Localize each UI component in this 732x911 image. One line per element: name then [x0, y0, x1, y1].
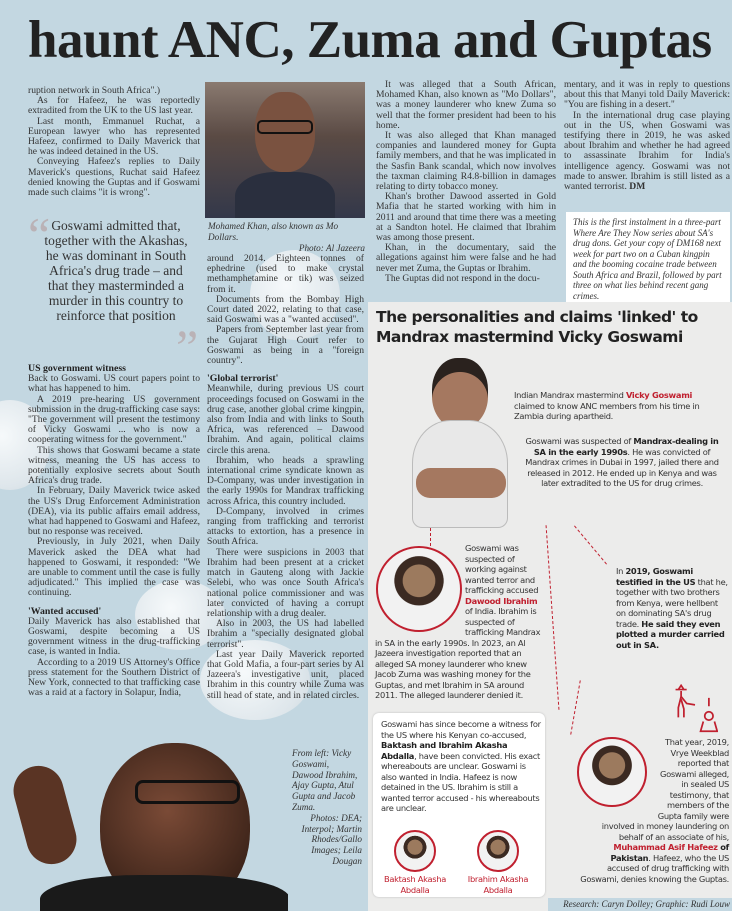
murder-illustration-icon — [672, 684, 718, 734]
text: . Hafeez, who the US accused of drug trafficking with Goswami, denies knowing the Guptas. — [580, 852, 729, 884]
text: claimed to know ANC members from his time in Zambia during apartheid. — [514, 400, 700, 421]
text: Goswami was suspected of — [525, 436, 634, 446]
text-wrap-spacer — [577, 737, 651, 813]
paragraph: The Guptas did not respond in the docu- — [385, 272, 540, 284]
paragraph: Papers from September last year from the Gujarat High Court refer to Goswami as being in a "foreign country". — [207, 324, 364, 367]
close-quote-icon: ” — [176, 319, 199, 375]
vicky-goswami-name: Vicky Goswami — [625, 390, 693, 400]
photo-credit: Photo: Al Jazeera — [298, 242, 365, 253]
paragraph: Khan, in the documentary, said the allegations against him were false and he had never met Zuma, the Guptas or Ibrahim. — [376, 242, 556, 274]
column-1-top — [28, 86, 200, 198]
akasha-witness-text — [381, 719, 541, 814]
bold-text: He said they even plotted a murder carried out in SA. — [616, 618, 725, 650]
pull-quote: Goswami admitted that, together with the Akashas, he was dominant in South Africa's drug trade – and that they masterminded a murder in this country to reinforce that position — [44, 218, 188, 323]
paragraph: Also in 2003, the US had labelled Ibrahim a "specially designated global terrorist". — [207, 618, 364, 650]
mohamed-khan-photo — [205, 82, 365, 218]
caption-text: From left: Vicky Goswami, Dawood Ibrahim, Ajay Gupta, Atul Gupta and Jacob Zuma. — [292, 748, 358, 812]
text: , have been convicted. His exact whereabouts are unclear. Goswami is also wanted in India. Hafeez is now detained in the US. Ibrahim is still a wanted terror accused - his whereabouts are unclear. — [381, 750, 540, 813]
series-note-box: This is the first instalment in a three-part Where Are They Now series about SA's drug dons. Get your copy of DM168 next week for part two on a Cuban kingpin and the booming cocaine trade between South Africa and Brazil, followed by part three on what lies behind recent gang crimes. — [566, 212, 730, 306]
paragraph: around 2014. Eighteen tonnes of ephedrine (used to make crystal methamphetamine or tik) was seized from it. — [207, 253, 364, 295]
text: Goswami was suspected of working against wanted terror and trafficking accused — [465, 543, 539, 595]
dawood-ibrahim-text — [375, 543, 545, 701]
column-3 — [376, 80, 556, 284]
text: In — [616, 566, 626, 576]
subheading: US government witness — [28, 363, 126, 374]
paragraph: Khan's brother Dawood asserted in Gold Mafia that he started working with him in 2011 and around that time there was a meeting at a Sandton hotel. He claimed that Ibrahim was among those present. — [376, 191, 556, 244]
paragraph-text: In the international drug case playing out in the US, when Goswami was testifying there in 2019, he was asked about Ibrahim and whether he had agreed to assassinate Ibrahim for India's intelligence agency. Goswami was not made to answer. Ibrahim is still listed as a wanted terrorist. — [564, 109, 730, 193]
baktash-akasha-photo — [394, 830, 436, 872]
paragraph: Daily Maverick has also established that Goswami, despite becoming a US government witness in the drug-trafficking case, is wanted in India. — [28, 615, 200, 658]
paragraph: D-Company, involved in crimes ranging from trafficking and terrorist attacks to extortion, has a presence in South Africa. — [207, 505, 364, 548]
ibrahim-akasha-label: Ibrahim Akasha Abdalla — [467, 874, 529, 895]
hafeez-name: Muhammad Asif Hafeez — [613, 842, 718, 852]
photo-credit: Photos: DEA; Interpol; Martin Rhodes/Gallo Images; Leila Dougan — [301, 812, 362, 866]
column-1-bottom — [28, 364, 200, 699]
dawood-ibrahim-name: Dawood Ibrahim — [465, 595, 538, 606]
paragraph: There were suspicions in 2003 that Ibrahim had been present at a cricket match in Gauteng along with Jackie Selebi, who was once South Africa's national police commissioner and was later convicted of having a corrupt relationship with a drug dealer. — [207, 546, 364, 619]
text-wrap-spacer — [375, 543, 465, 631]
paragraph: Ibrahim, who heads a sprawling international crime syndicate known as D-Company, was under investigation in the early 1990s for Mandrax trafficking across Africa, this country included. — [207, 454, 364, 507]
column-4 — [564, 80, 730, 192]
paragraph: ruption network in South Africa".) — [28, 85, 161, 96]
text: that he, together with two brothers from Kenya, were hellbent on dominating SA's drug trade. — [616, 576, 728, 629]
testimony-text — [616, 566, 729, 650]
subheading: 'Global terrorist' — [207, 373, 279, 385]
paragraph: mentary, and it was in reply to questions about this that Manyi told Daily Maverick: "You are fishing in a desert." — [564, 79, 730, 111]
column-2 — [207, 254, 364, 701]
bold-text: Mandrax-dealing in SA in the early 1990s — [533, 436, 719, 457]
baktash-akasha-label: Baktash Akasha Abdalla — [383, 874, 447, 895]
vicky-goswami-photo — [410, 358, 510, 528]
paragraph: According to a 2019 US Attorney's Office press statement for the Southern District of New York, connected to that trafficking case was a raid at a factory in Solapur, India, — [28, 656, 200, 699]
paragraph — [564, 111, 730, 193]
open-quote-icon: “ — [28, 207, 51, 263]
text: of India. Ibrahim is suspected of trafficking Mandrax in SA in the early 1990s. In 2023, an Al Jazeera investigation reported that an alleged SA money launderer who knew Jacob Zuma was washing money for the Guptas, and met Ibrahim in SA around 2011. The alleged launderer denied it. — [375, 606, 541, 700]
ibrahim-akasha-photo — [477, 830, 519, 872]
paragraph: Previously, in July 2021, when Daily Maverick asked the DEA what had happened to Goswami, it responded: "We are unable to comment until the case is fully adjudicated." This implied the case was continuing. — [28, 536, 200, 599]
zuma-photo-caption — [292, 748, 362, 867]
headline: haunt ANC, Zuma and Guptas — [28, 11, 712, 69]
paragraph: Back to Goswami. US court papers point to what has happened to him. — [28, 373, 200, 395]
paragraph: Conveying Hafeez's replies to Daily Maverick's questions, Ruchat said Hafeez denied knowing the Guptas and if Goswami made such claims "it is wrong". — [28, 156, 200, 199]
jacob-zuma-photo — [0, 735, 288, 911]
paragraph: This shows that Goswami became a state witness, meaning the US has access to potentially explosive secrets about South Africa's drug trade. — [28, 444, 200, 487]
graphic-credit: Research: Caryn Dolley; Graphic: Rudi Louw — [563, 899, 730, 909]
bold-text: of Pakistan — [610, 842, 729, 863]
paragraph: A 2019 pre-hearing US government submission in the drug-trafficking case says: "The government will present the testimony of Vicky Goswami ... who is now a cooperating witness for the government." — [28, 393, 200, 446]
paragraph: It was also alleged that Khan managed companies and laundered money for Gupta family members, and that he was implicated in the Sasfin Bank scandal, which now involves the taxman claiming R4.8-billion in damages relating to dirty tobacco money. — [376, 130, 556, 193]
text: That year, 2019, Vrye Weekblad reported that Goswami alleged, in sealed US testimony, that members of the Gupta family were involved in money laundering on behalf of an associate of his, — [601, 737, 729, 842]
paragraph: Last year Daily Maverick reported that Gold Mafia, a four-part series by Al Jazeera's investigative unit, placed Ibrahim in this country while Zuma was still head of state, and in related circles. — [207, 648, 364, 701]
bold-text: Baktash and Ibrahim Akasha Abdalla — [381, 740, 508, 761]
goswami-intro-text — [514, 390, 724, 422]
paragraph: Documents from the Bombay High Court dated 2022, relating to that case, said Goswami was a "wanted accused". — [207, 293, 364, 326]
paragraph: As for Hafeez, he was reportedly extradited from the UK to the US last year. — [28, 95, 200, 117]
khan-photo-caption — [208, 221, 365, 253]
subheading: 'Wanted accused' — [28, 605, 102, 617]
paragraph: Last month, Emmanuel Ruchat, a European lawyer who has represented Hafeez, confirmed to Daily Maverick that he was indeed detained in the US. — [28, 115, 200, 158]
text: Goswami has since become a witness for the US where his Kenyan co-accused, — [381, 719, 541, 740]
caption-text: Mohamed Khan, also known as Mo Dollars. — [208, 221, 339, 242]
paragraph: In February, Daily Maverick twice asked the US's Drug Enforcement Administration (DEA), via its public affairs email address, what had happened to Goswami and Hafeez, but no response was received. — [28, 485, 200, 538]
goswami-mandrax-text — [520, 436, 724, 489]
paragraph: Meanwhile, during previous US court proceedings focused on Goswami in the drug case, another global crime kingpin, also from India and with links to South Africa, was referenced – Dawood Ibrahim. And again, political claims circle this arena. — [207, 383, 364, 456]
signoff: DM — [629, 181, 646, 193]
text: . He was convicted of Mandrax crimes in Dubai in 1997, jailed there and released in 2012. He ended up in Kenya and was later extradited to the US for drug crimes. — [525, 446, 719, 488]
text: Indian Mandrax mastermind — [514, 390, 626, 400]
bold-text: 2019, Goswami testified in the US — [616, 566, 696, 587]
infographic-title: The personalities and claims 'linked' to Mandrax mastermind Vicky Goswami — [376, 308, 698, 346]
paragraph: It was alleged that a South African, Mohamed Khan, also known as "Mo Dollars", was a money launderer who knew Zuma so well that the former president had been to his home. — [376, 79, 556, 131]
hafeez-text — [577, 737, 729, 884]
